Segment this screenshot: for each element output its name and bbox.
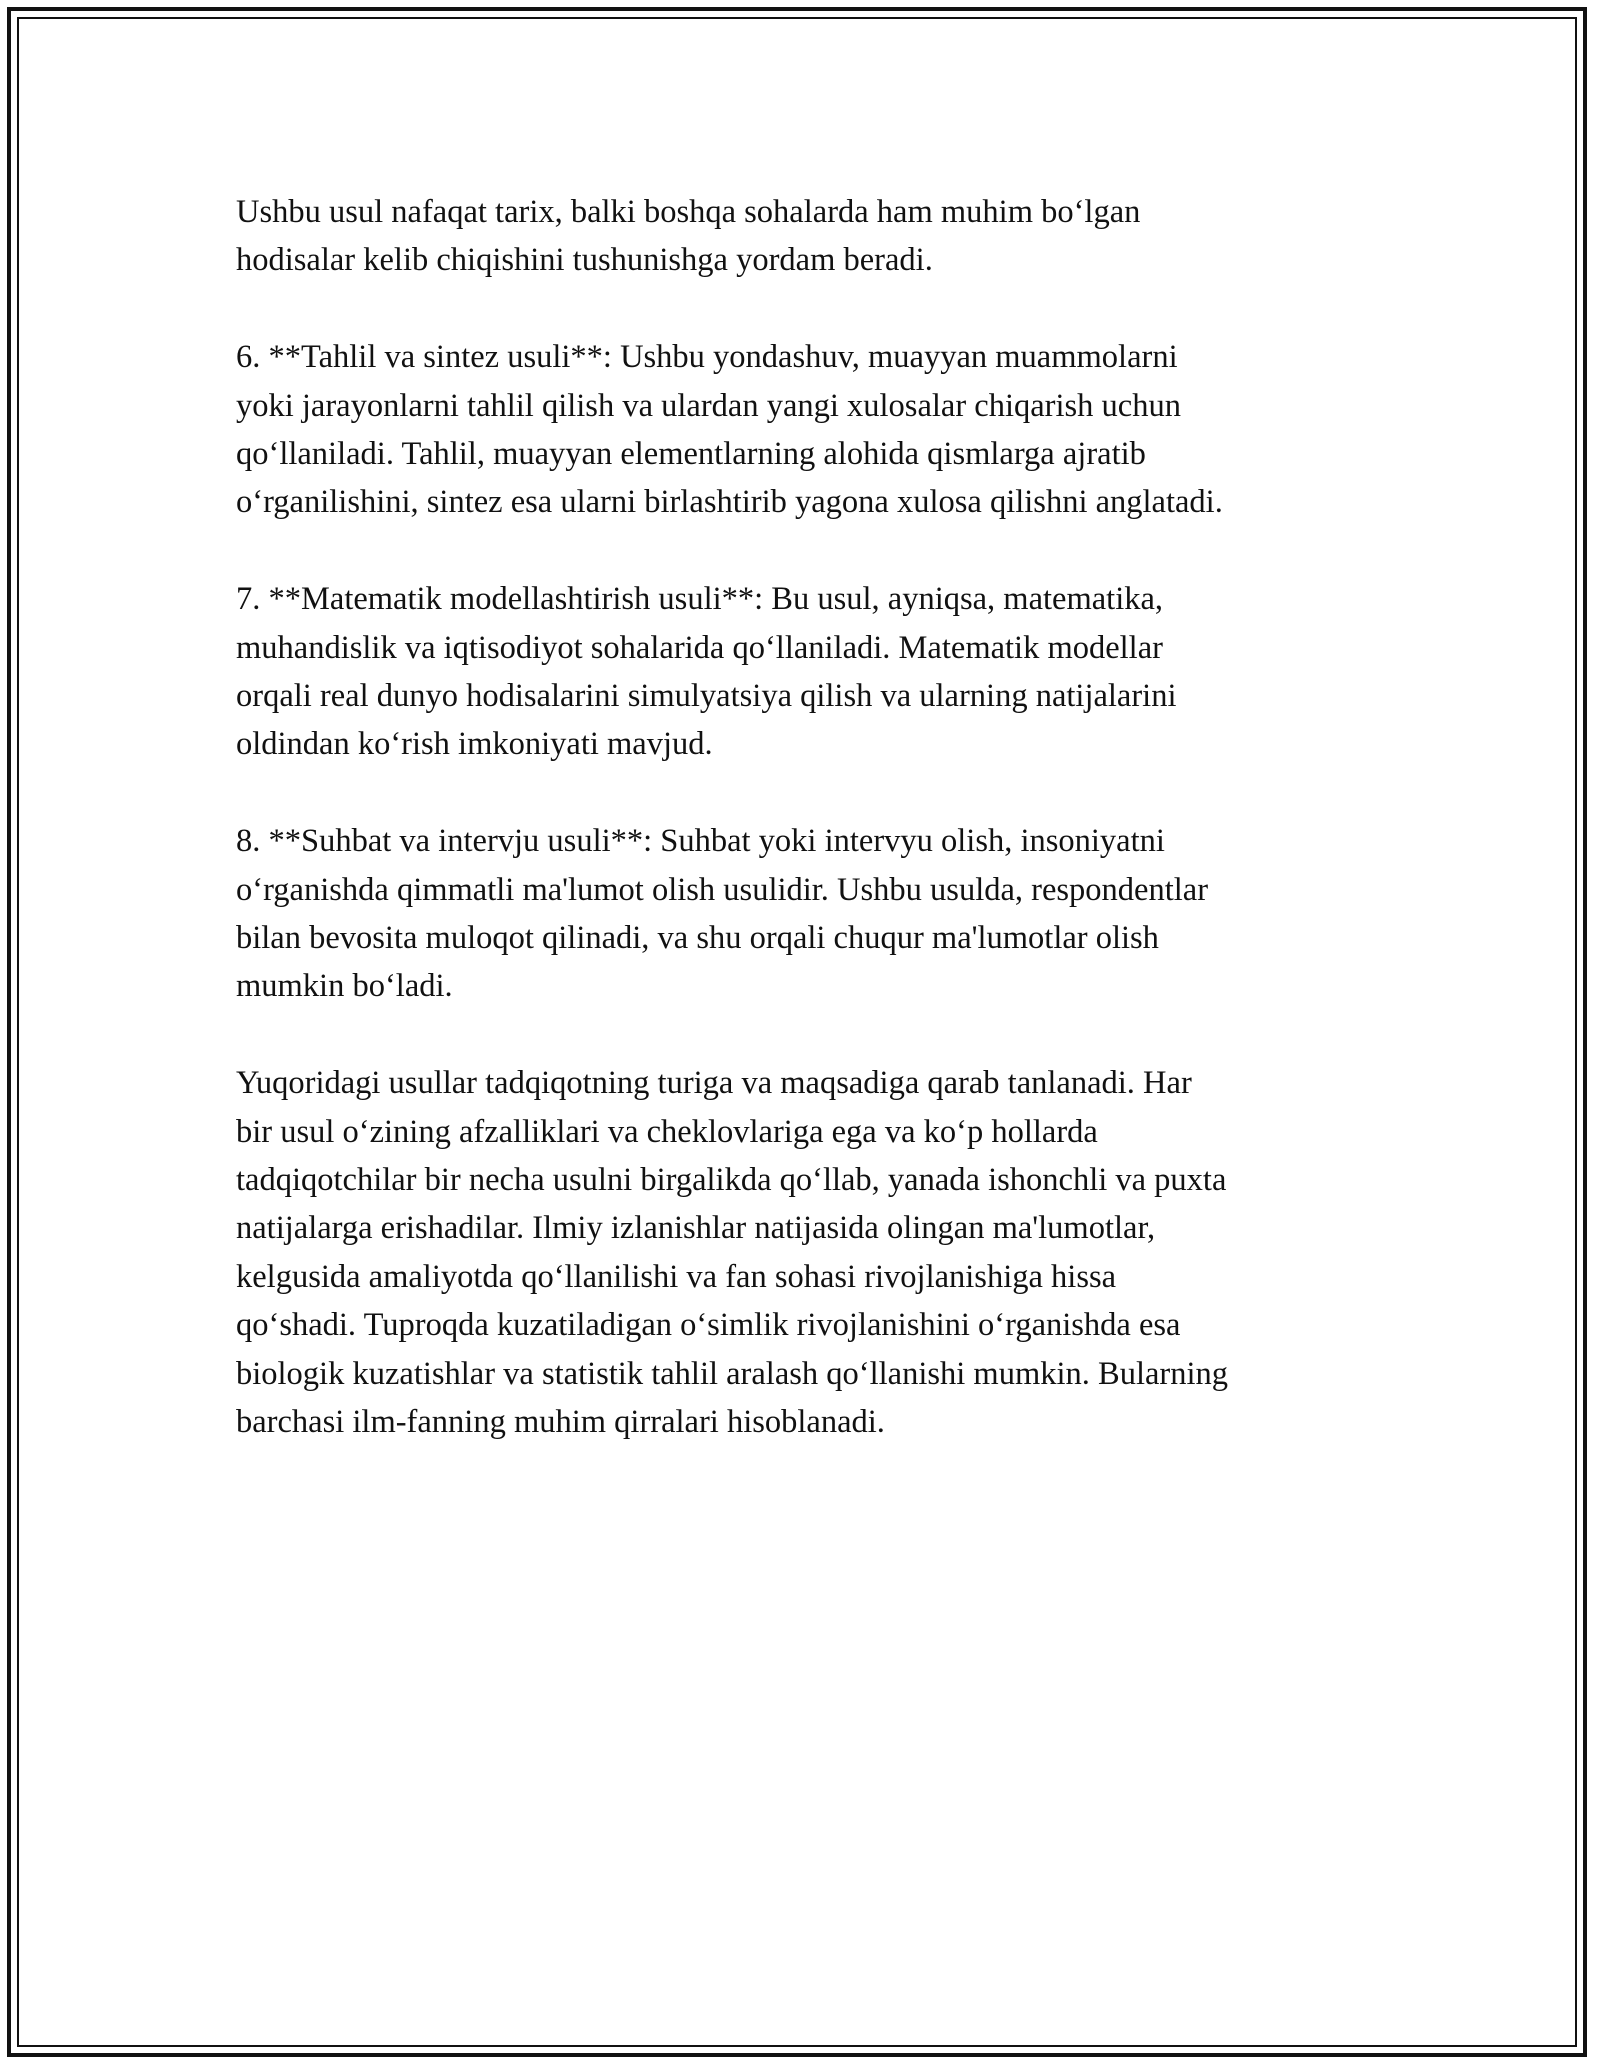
text-line: bir usul o‘zining afzalliklari va cheklovlariga ega va ko‘p hollarda bbox=[236, 1113, 1098, 1150]
paragraph-method-8 bbox=[236, 817, 1376, 1011]
text-line: orqali real dunyo hodisalarini simulyatsiya qilish va ularning natijalarini bbox=[236, 678, 1177, 715]
text-line: muhandislik va iqtisodiyot sohalarida qo‘llaniladi. Matematik modellar bbox=[236, 629, 1163, 666]
paragraph-method-7 bbox=[236, 575, 1376, 769]
text-line: kelgusida amaliyotda qo‘llanilishi va fan sohasi rivojlanishiga hissa bbox=[236, 1258, 1117, 1295]
text-line: qo‘shadi. Tuproqda kuzatiladigan o‘simlik rivojlanishini o‘rganishda esa bbox=[236, 1307, 1181, 1344]
text-line: qo‘llaniladi. Tahlil, muayyan elementlarning alohida qismlarga ajratib bbox=[236, 436, 1146, 473]
text-line: natijalarga erishadilar. Ilmiy izlanishlar natijasida olingan ma'lumotlar, bbox=[236, 1210, 1156, 1247]
paragraph-intro bbox=[236, 188, 1376, 285]
text-line: hodisalar kelib chiqishini tushunishga yordam beradi. bbox=[236, 242, 933, 279]
text-line: biologik kuzatishlar va statistik tahlil aralash qo‘llanishi mumkin. Bularning bbox=[236, 1355, 1228, 1392]
text-line: oldindan ko‘rish imkoniyati mavjud. bbox=[236, 726, 713, 763]
text-line: 7. **Matematik modellashtirish usuli**: Bu usul, ayniqsa, matematika, bbox=[236, 581, 1164, 618]
text-line: o‘rganilishini, sintez esa ularni birlashtirib yagona xulosa qilishni anglatadi. bbox=[236, 484, 1223, 521]
paragraph-method-6 bbox=[236, 333, 1376, 527]
text-line: Ushbu usul nafaqat tarix, balki boshqa sohalarda ham muhim bo‘lgan bbox=[236, 194, 1141, 230]
text-line: mumkin bo‘ladi. bbox=[236, 968, 453, 1005]
text-line: 6. **Tahlil va sintez usuli**: Ushbu yondashuv, muayyan muammolarni bbox=[236, 339, 1178, 376]
text-line: Yuqoridagi usullar tadqiqotning turiga va maqsadiga qarab tanlanadi. Har bbox=[236, 1065, 1192, 1102]
text-line: o‘rganishda qimmatli ma'lumot olish usulidir. Ushbu usulda, respondentlar bbox=[236, 871, 1209, 908]
text-line: bilan bevosita muloqot qilinadi, va shu orqali chuqur ma'lumotlar olish bbox=[236, 920, 1159, 957]
text-line: barchasi ilm-fanning muhim qirralari hisoblanadi. bbox=[236, 1404, 885, 1441]
text-line: tadqiqotchilar bir necha usulni birgalikda qo‘llab, yanada ishonchli va puxta bbox=[236, 1162, 1227, 1199]
text-line: yoki jarayonlarni tahlil qilish va ulardan yangi xulosalar chiqarish uchun bbox=[236, 387, 1181, 424]
text-line: 8. **Suhbat va intervju usuli**: Suhbat yoki intervyu olish, insoniyatni bbox=[236, 823, 1165, 860]
document-body bbox=[236, 188, 1376, 1495]
paragraph-conclusion bbox=[236, 1059, 1376, 1446]
